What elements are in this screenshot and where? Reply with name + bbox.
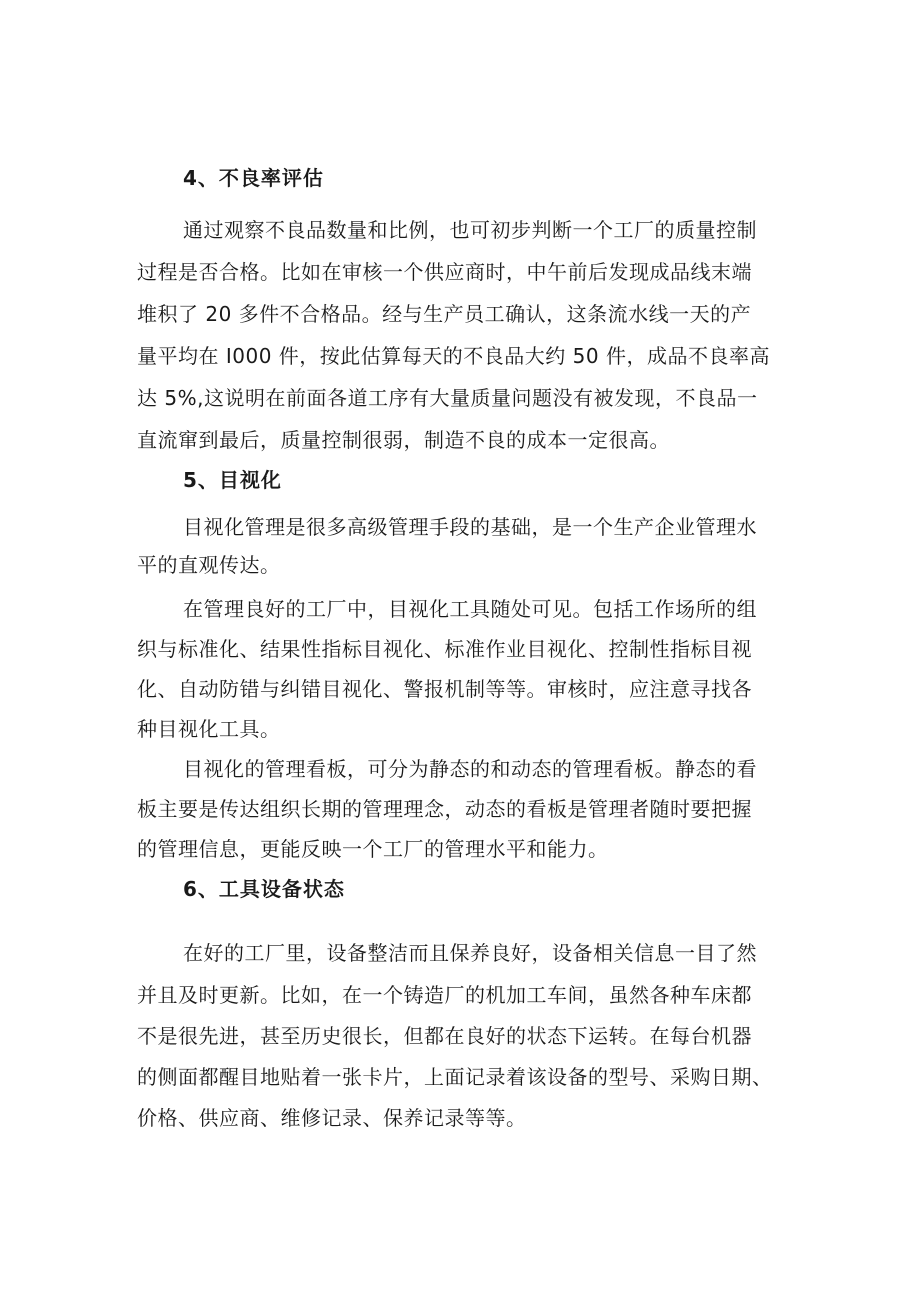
paragraph-line: 的管理信息，更能反映一个工厂的管理水平和能力。 (137, 837, 609, 861)
paragraph-line: 在好的工厂里，设备整洁而且保养良好，设备相关信息一目了然 (183, 941, 757, 965)
paragraph-line: 目视化的管理看板，可分为静态的和动态的管理看板。静态的看 (183, 757, 757, 781)
section-heading-6: 6、工具设备状态 (183, 877, 345, 901)
paragraph-line: 板主要是传达组织长期的管理理念，动态的看板是管理者随时要把握 (137, 797, 752, 821)
paragraph-line: 的侧面都醒目地贴着一张卡片，上面记录着该设备的型号、采购日期、 (137, 1065, 773, 1089)
paragraph-line: 直流窜到最后，质量控制很弱，制造不良的成本一定很高。 (137, 428, 670, 452)
paragraph-line: 堆积了 20 多件不合格品。经与生产员工确认，这条流水线一天的产 (137, 302, 752, 326)
paragraph-line: 种目视化工具。 (137, 717, 281, 741)
paragraph-line: 平的直观传达。 (137, 553, 281, 577)
paragraph-line: 达 5%,这说明在前面各道工序有大量质量问题没有被发现，不良品一 (137, 386, 758, 410)
paragraph-line: 通过观察不良品数量和比例，也可初步判断一个工厂的质量控制 (183, 218, 757, 242)
paragraph-line: 价格、供应商、维修记录、保养记录等等。 (137, 1106, 527, 1130)
paragraph-line: 织与标准化、结果性指标目视化、标准作业目视化、控制性指标目视 (137, 637, 752, 661)
paragraph-line: 在管理良好的工厂中，目视化工具随处可见。包括工作场所的组 (183, 597, 757, 621)
section-heading-4: 4、不良率评估 (183, 166, 324, 190)
section-heading-5: 5、目视化 (183, 468, 282, 492)
paragraph-line: 量平均在 I000 件，按此估算每天的不良品大约 50 件，成品不良率高 (137, 344, 770, 368)
paragraph-line: 不是很先进，甚至历史很长，但都在良好的状态下运转。在每台机器 (137, 1024, 752, 1048)
paragraph-line: 过程是否合格。比如在审核一个供应商时，中午前后发现成品线末端 (137, 260, 752, 284)
paragraph-line: 目视化管理是很多高级管理手段的基础，是一个生产企业管理水 (183, 515, 757, 539)
paragraph-line: 化、自动防错与纠错目视化、警报机制等等。审核时，应注意寻找各 (137, 677, 752, 701)
paragraph-line: 并且及时更新。比如，在一个铸造厂的机加工车间，虽然各种车床都 (137, 983, 752, 1007)
